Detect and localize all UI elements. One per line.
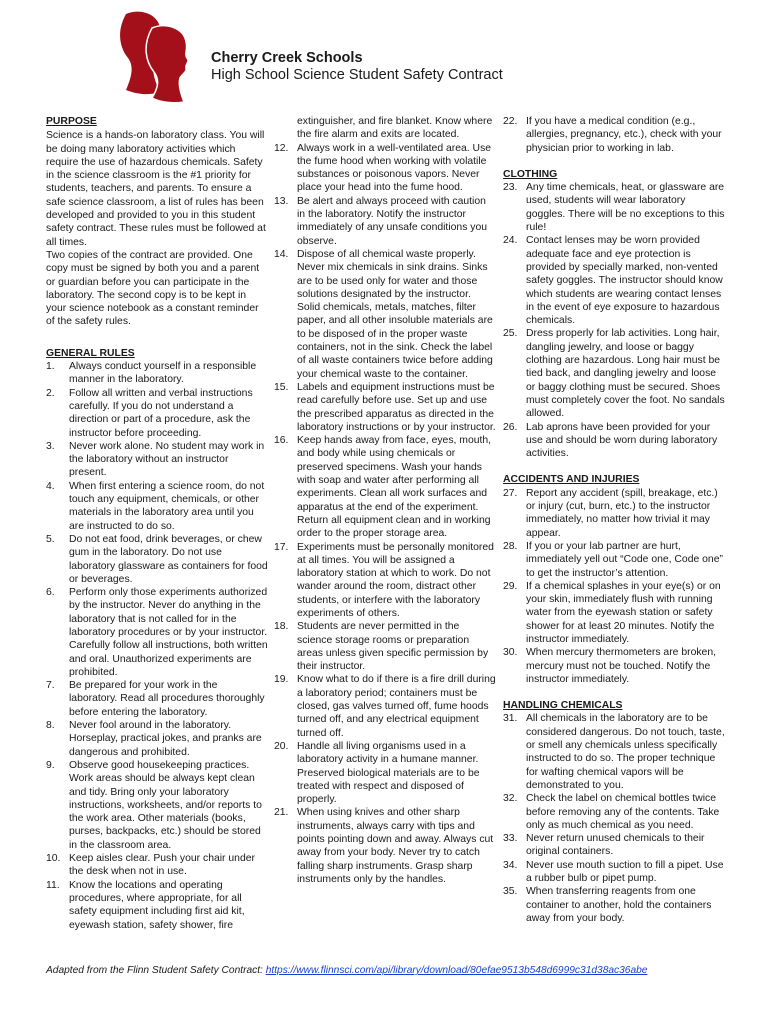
rule-item: 16. Keep hands away from face, eyes, mouth, and body while using chemicals or preserved specimens. Wash your hands with soap and water after performing all experiments. Clean all work surfaces and apparatus at the end of the experiment. Return all equipment clean and in working order to the proper storage area.: [274, 435, 492, 540]
rule-item: 11. Know the locations and operating procedures, where appropriate, for all safety equipment including first aid kit, eyewash station, safety shower, fire: [46, 879, 245, 931]
rule-item: 9. Observe good housekeeping practices. Work areas should be always kept clean and tidy. Bring only your laboratory instructions, worksheets, and/or reports to the work area. Other materials (books, purses, backpacks, etc.) should be stored in the classroom area.: [46, 759, 262, 851]
rule-item: 31. All chemicals in the laboratory are to be considered dangerous. Do not touch, taste, or smell any chemicals unless specifically instructed to do so. The proper technique for wafting chemical vapors will be demonstrated to you.: [503, 713, 725, 791]
rule-item: 30. When mercury thermometers are broken, mercury must not be touched. Notify the instructor immediately.: [503, 647, 716, 685]
school-logo-icon: [118, 10, 198, 104]
rule-item: 20. Handle all living organisms used in a laboratory activity in a humane manner. Preserved biological materials are to be treated with respect and disposed of properly.: [274, 740, 480, 806]
rule-item: 32. Check the label on chemical bottles twice before removing any of the contents. Take only as much chemical as you need.: [503, 793, 720, 831]
rule-item: 2. Follow all written and verbal instructions carefully. If you do not understand a direction or part of a procedure, ask the instructor before proceeding.: [46, 387, 253, 439]
rule-item: 3. Never work alone. No student may work in the laboratory without an instructor present.: [46, 440, 265, 479]
handling-chemicals-heading: HANDLING CHEMICALS: [503, 700, 623, 712]
general-rules-heading: GENERAL RULES: [46, 347, 135, 359]
rule-item: 7. Be prepared for your work in the laboratory. Read all procedures thoroughly before entering the laboratory.: [46, 680, 265, 718]
footer-attribution: [46, 965, 647, 976]
rule-item: 13. Be alert and always proceed with caution in the laboratory. Notify the instructor immediately of any unsafe conditions you observe.: [274, 195, 488, 247]
rule-item: 33. Never return unused chemicals to their original containers.: [503, 833, 705, 858]
column-1: [46, 115, 268, 932]
rule-item: 28. If you or your lab partner are hurt, immediately yell out “Code one, Code one” to get the instructor’s attention.: [503, 540, 723, 579]
flinn-source-link[interactable]: https://www.flinnsci.com/api/library/download/80efae9513b548d6999c31d38ac36abe: [265, 965, 648, 976]
rule-item: 25. Dress properly for lab activities. Long hair, dangling jewelry, and loose or baggy clothing are hazardous. Long hair must be tied back, and dangling jewelry and loose or baggy clothing must be secured. Shoes must completely cover the foot. No sandals allowed.: [503, 328, 725, 420]
purpose-heading: PURPOSE: [46, 116, 97, 127]
rule-item: 14. Dispose of all chemical waste properly. Never mix chemicals in sink drains. Sinks are to be used only for water and those solutions designated by the instructor. Solid chemicals, metals, matches, filter paper, and all other insoluble materials are to be disposed of in the proper waste containers, not in the sink. Check the label of all waste containers twice before adding your chemical waste to the container.: [274, 248, 493, 380]
general-rules-list: [46, 360, 268, 932]
rule-item: 27. Report any accident (spill, breakage, etc.) or injury (cut, burn, etc.) to the instructor immediately, no matter how trivial it may appear.: [503, 487, 718, 539]
rule-item: 35. When transferring reagents from one container to another, hold the containers away from your body.: [503, 886, 712, 924]
clothing-heading: CLOTHING: [503, 168, 558, 180]
rule-item: 22. If you have a medical condition (e.g., allergies, pregnancy, etc.), check with your physician prior to working in lab.: [503, 116, 722, 154]
rule-item: 19. Know what to do if there is a fire drill during a laboratory period; containers must be closed, gas valves turned off, fume hoods turned off, and any electrical equipment turned off.: [274, 674, 496, 739]
rule-item: 10. Keep aisles clear. Push your chair under the desk when not in use.: [46, 853, 255, 878]
rule-item: 8. Never fool around in the laboratory. Horseplay, practical jokes, and pranks are dangerous and prohibited.: [46, 720, 262, 758]
rule-item: 26. Lab aprons have been provided for your use and should be worn during laboratory activities.: [503, 421, 718, 460]
rule-item: 15. Labels and equipment instructions must be read carefully before use. Set up and use the prescribed apparatus as directed in the laboratory instructions or by your instructor.: [274, 381, 496, 433]
column-3: [503, 115, 725, 925]
purpose-paragraph-2: Two copies of the contract are provided. One copy must be signed by both you and a parent or guardian before you can participate in the laboratory. The second copy is to be kept in your science notebook as a constant reminder of the safety rules.: [46, 249, 260, 328]
rule-item: 6. Perform only those experiments authorized by the instructor. Never do anything in the laboratory that is not called for in the laboratory procedures or by your instructor. Carefully follow all instructions, both written and oral. Unauthorized experiments are prohibited.: [46, 587, 268, 678]
column-2: [274, 115, 496, 886]
rule-item: 34. Never use mouth suction to fill a pipet. Use a rubber bulb or pipet pump.: [503, 859, 724, 885]
rule-item: 4. When first entering a science room, do not touch any equipment, chemicals, or other materials in the laboratory area until you are instructed to do so.: [46, 480, 265, 532]
rule-item: 17. Experiments must be personally monitored at all times. You will be assigned a laboratory station at which to work. Do not wander around the room, distract other students, or interfere with the laboratory experiments of others.: [274, 541, 494, 619]
rule-item: 18. Students are never permitted in the science storage rooms or preparation areas unless given specific permission by their instructor.: [274, 621, 489, 673]
document-title: High School Science Student Safety Contract: [211, 67, 503, 83]
rule-item: 5. Do not eat food, drink beverages, or chew gum in the laboratory. Do not use laboratory glassware as containers for food or beverages.: [46, 533, 268, 585]
rule-item: 12. Always work in a well-ventilated area. Use the fume hood when working with volatile substances or poisonous vapors. Never place your head into the fume hood.: [274, 142, 492, 194]
accidents-heading: ACCIDENTS AND INJURIES: [503, 474, 640, 486]
rule-item: 1. Always conduct yourself in a responsible manner in the laboratory.: [46, 361, 257, 386]
rule-item: 23. Any time chemicals, heat, or glassware are used, students will wear laboratory goggles. There will be no exceptions to this rule!: [503, 182, 725, 234]
rule-continuation: extinguisher, and fire blanket. Know where the fire alarm and exits are located.: [297, 116, 493, 141]
footer-prefix: Adapted from the Flinn Student Safety Contract:: [46, 965, 266, 976]
school-name: Cherry Creek Schools: [211, 50, 363, 66]
rule-item: 29. If a chemical splashes in your eye(s) or on your skin, immediately flush with running water from the eyewash station or safety shower for at least 20 minutes. Notify the instructor immediately.: [503, 580, 721, 645]
rule-item: 21. When using knives and other sharp instruments, always carry with tips and points pointing down and away. Always cut away from your body. Never try to catch falling sharp instruments. Grasp sharp instruments only by the handles.: [274, 807, 494, 885]
purpose-paragraph-1: Science is a hands-on laboratory class. You will be doing many laboratory activities which require the use of hazardous chemicals. Safety in the science classroom is the #1 priority for students, teachers, and parents. To ensure a safe science classroom, a list of rules has been developed and provided to you in this student safety contract. These rules must be followed at all times.: [46, 130, 266, 248]
rule-item: 24. Contact lenses may be worn provided adequate face and eye protection is provided by specially marked, non-vented safety goggles. The instructor should know which students are wearing contact lenses in the event of eye exposure to hazardous chemicals.: [503, 235, 723, 327]
